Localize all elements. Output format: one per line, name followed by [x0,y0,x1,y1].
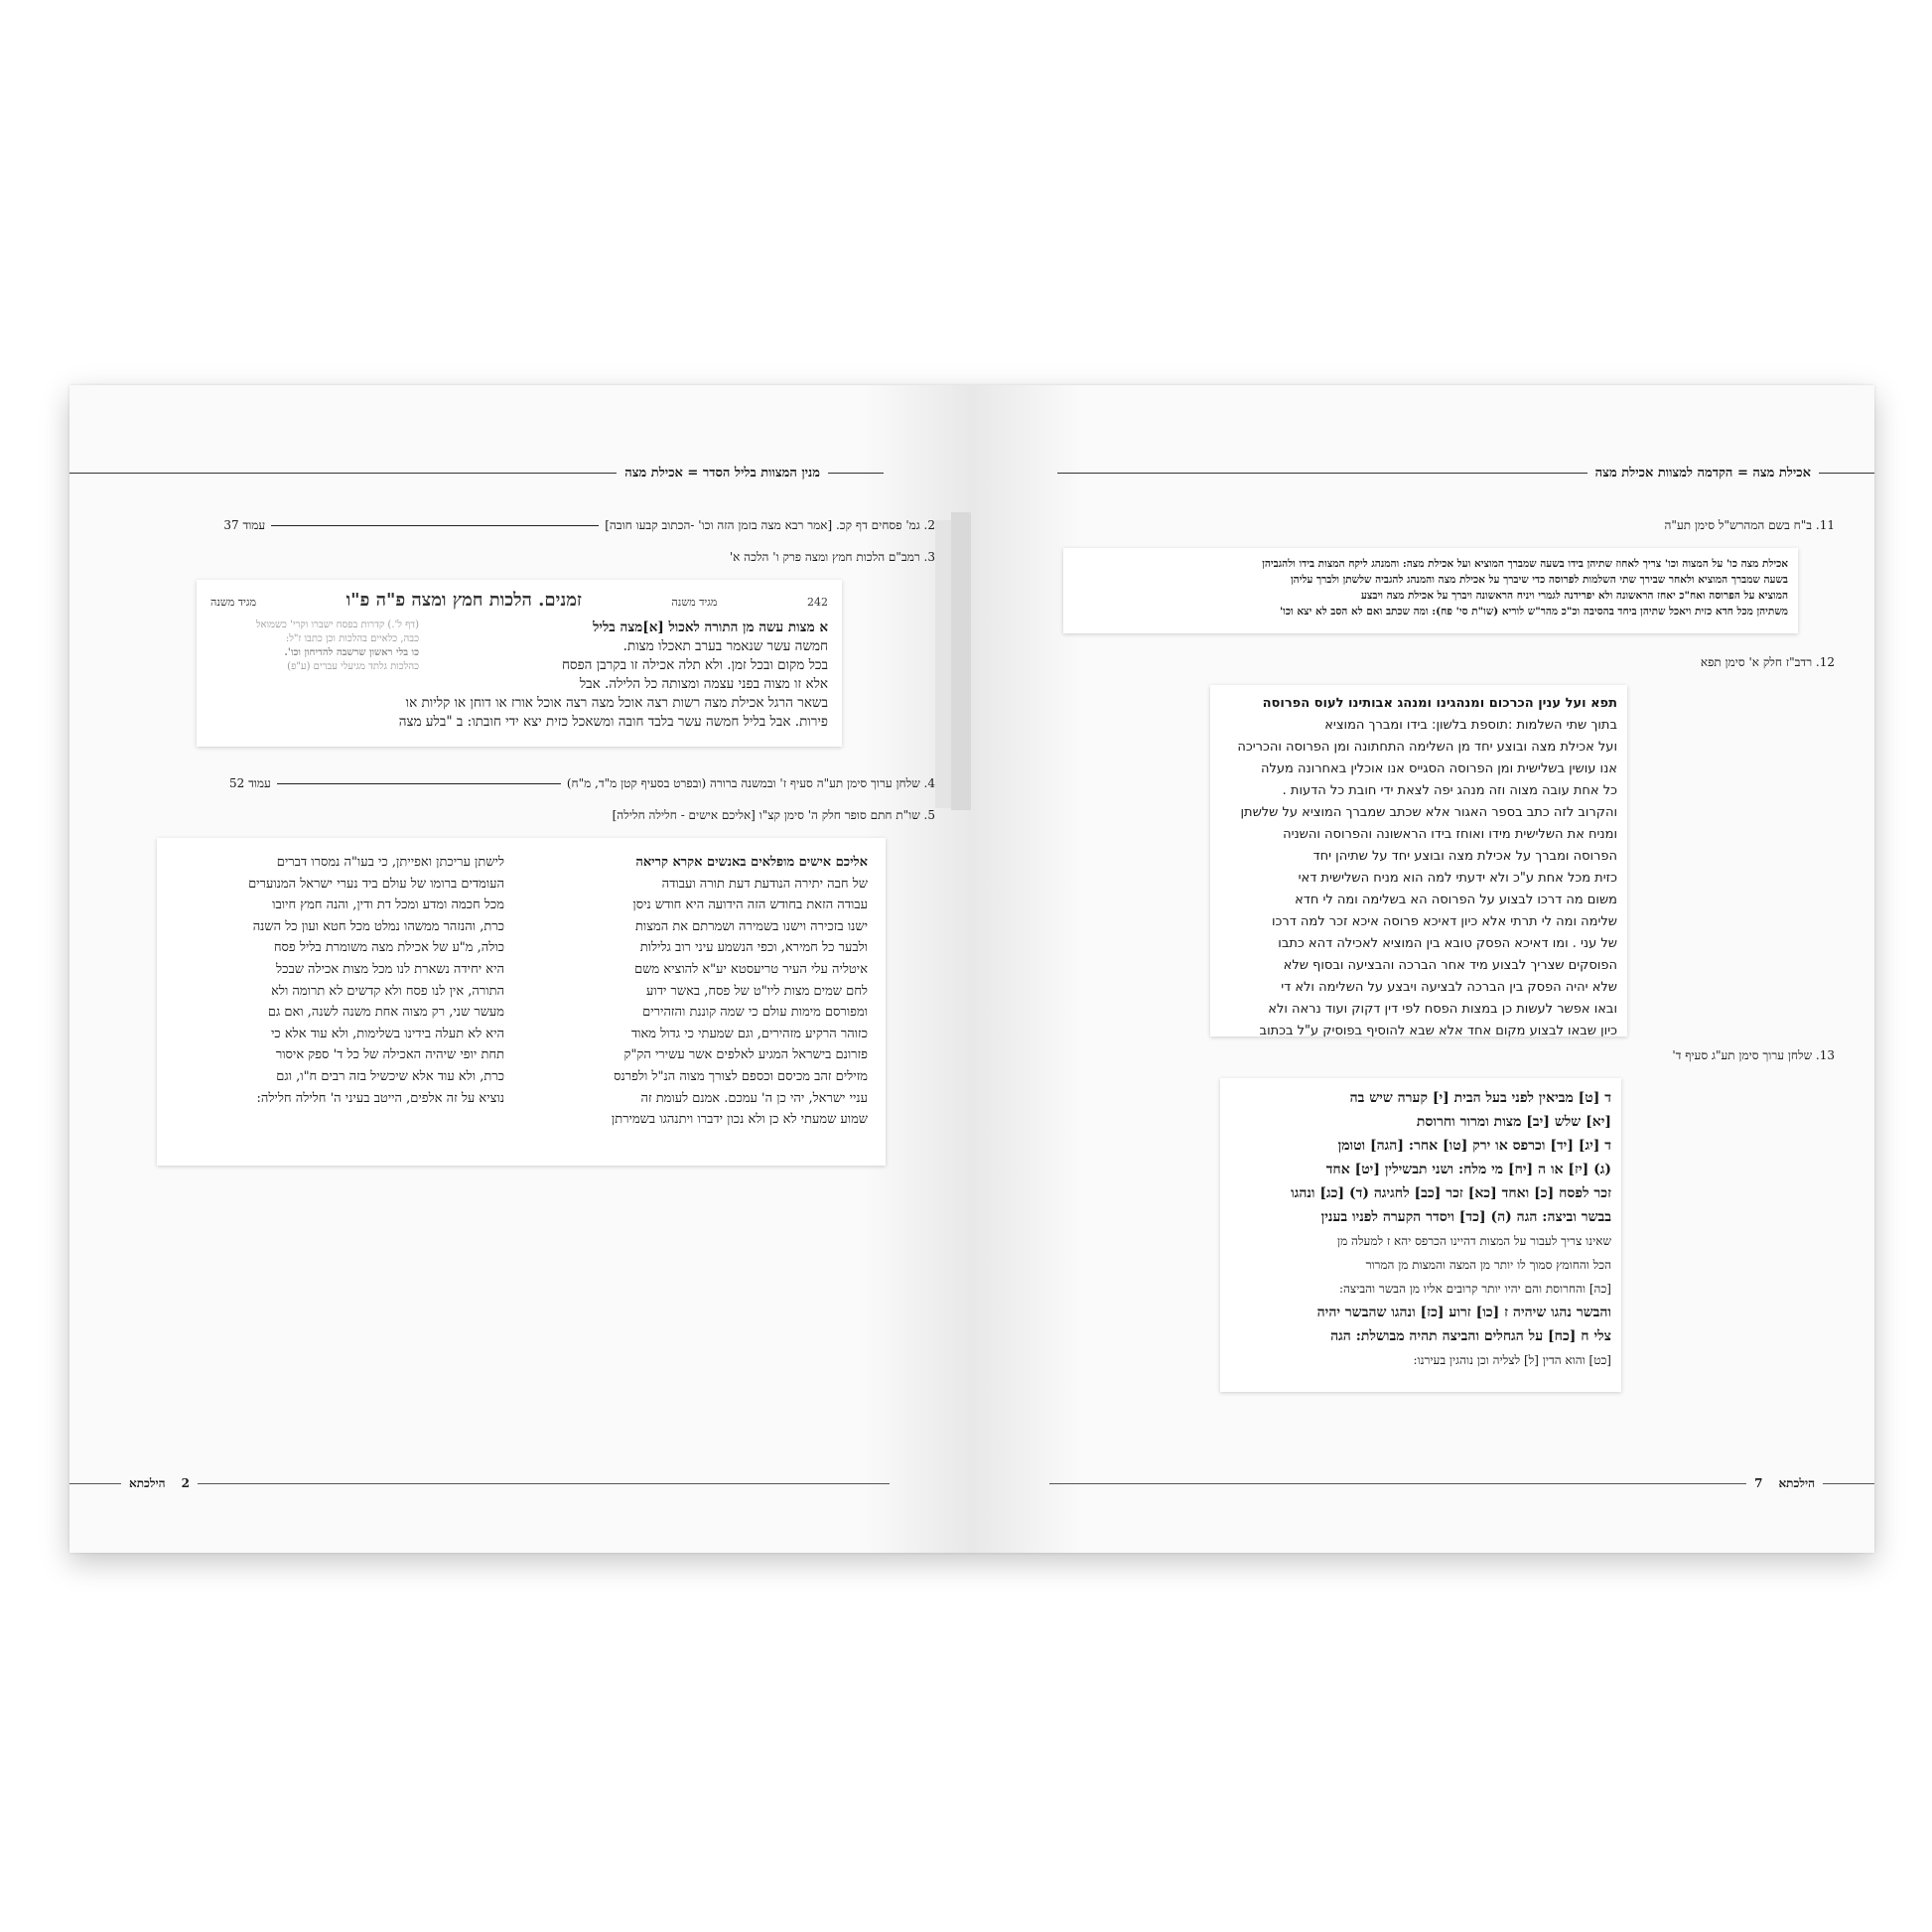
right-page [972,385,1874,1553]
page-ref: עמוד 37 [223,518,266,532]
rambam-line: בכל מקום ובכל זמן. ולא תלה אכילה זו בקרבן הפסח [561,657,828,673]
footnote-text: 2. גמ' פסחים דף קכ. [אמר רבא מצה בזמן הזה וכו' -הכתוב קבעו חובה] [605,518,935,532]
radbaz-line: כיון שבאו לבצוע מקום אחד אלא שבא להוסיף בפוסיק ע"ל בכתוב [1259,1024,1617,1036]
rambam-line: א מצות עשה מן התורה לאכול [א]מצה בליל [593,620,828,635]
chatam-line: ומפורסם מימות עולם כי שמה קוננת והזהירים [642,1005,868,1021]
chatam-sofer-excerpt [157,838,886,1166]
radbaz-line: של עני . ומו דאיכא הפסק טובא בין המוציא לאכילה דהא כתבו [1278,936,1617,951]
radbaz-line: שלימה ומה לי תרתי אלא כיון דאיכא פרוסה איכא זכר למה דרכו [1271,914,1617,929]
logo-text: הילכתא [129,1475,166,1490]
page-ref: עמוד 52 [228,776,271,790]
footnote-text: 5. שו"ת חתם סופר חלק ה' סימן קצ"ו [אליכם אישים - חלילה חלילה] [612,808,935,822]
footer-rule-short [1823,1483,1874,1484]
chatam-line: התורה, אין לנו פסח ולא קדשים לא תרומה ולא [271,983,504,999]
chatam-line: אליכם אישים מופלאים באנשים אקרא קריאה [635,855,868,870]
radbaz-line: הפוסקים שצריך לבצוע מיד אחר הברכה והבציעה ובסוף שלא [1283,958,1617,973]
chatam-line: כזוהר הרקיע מזהירים, וגם שמעתי כי גדול מאוד [630,1026,868,1041]
radbaz-line: אנו עושין בשלישית ומן הפרוסה הסגייס אנו אוכלין באחרונה מעלה [1260,761,1617,776]
rambam-main-text [433,619,828,694]
radbaz-line: שלא יהיה הפסק בין הברכה לבציעה ויבצע על השלימה ולא די [1281,980,1617,995]
footer-rule-short [69,1483,121,1484]
footnote-text: 13. שלחן ערוך סימן תע"ג סעיף ד' [1672,1048,1835,1062]
rambam-label: מגיד משנה [210,596,257,609]
chatam-line: עבודה הזאת בחודש הזה הידועה היא חודש ניסן [632,897,868,913]
radbaz-line: כזית מכל אחת ע"כ ולא ידעתי למה הוא מניח השלישית דאי [1298,871,1617,886]
bach-line: המוציא על הפרוסה ואח"כ יאחז הראשונה ולא יפרידנה לגמרי ויניח הראשונה ויברך על אכילת מצה ויבצע [1360,590,1788,602]
rambam-line: בשאר הרגל אכילת מצה רשות רצה אוכל מצה רצה אוכל אורז או דוחן או קליות או [405,695,828,711]
chatam-line: כרת, ולא עוד אלא שיכשיל בזה רבים ח"ו, וגם [276,1068,504,1084]
radbaz-line: הפרוסה ומברך על אכילת מצה ובוצע יחד על שתיהן יחד [1312,849,1617,864]
chatam-line: שמוע שמעתי לא כן ולא נכון ידברו ויתנהגו בשמירתן [611,1112,868,1128]
radbaz-line: כל אחת עובה מצוה וזה מנהג יפה לצאת ידי חובת כל הדעות . [1282,783,1617,798]
chatam-line: היא יחידה נשארת לנו מכל מצות אכילה שבכל [276,961,504,977]
chatam-line: פזרונם בישראל המגיע לאלפים אשר עשירי הק"ק [623,1047,868,1063]
shulchan-line: והבשר נהגו שיהיה ז [כו] זרוע [כז] ונהגו שהבשר יהיה [1316,1305,1611,1320]
footnote-text: 11. ב"ח בשם המהרש"ל סימן תע"ה [1664,518,1835,532]
chatam-line: מכל חכמה ומדע ומכל דת ודין, והנה חמץ חיובו [272,897,504,913]
rambam-title: זמנים. הלכות חמץ ומצה פ"ה פ"ו [345,590,582,611]
radbaz-line: ובאו אפשר לעשות כן במצות הפסח לפי דין דקוק ועוד נראה ולא [1268,1002,1617,1017]
left-page-number: 2 [181,1476,190,1490]
footnote-2 [201,518,935,533]
rambam-full-lines [210,694,828,732]
shulchan-line: זכר לפסח [כ] ואחד [כא] זכר [כב] לחגיגה (ד) [כג] ונהגו [1291,1185,1611,1201]
rambam-side-commentary [210,619,419,694]
side-line: (דף ל'.) קדרות בפסח ישברו וקרי' כשמואל [255,620,419,630]
chatam-line: תחת יופי שיהיה האכילה של כל ד' ספק איסור [275,1047,504,1063]
right-page-number: 7 [1754,1476,1763,1490]
rambam-line: אלא זו מצוה בפני עצמה ומצותה כל הלילה. אבל [579,676,828,692]
footnote-3 [730,550,935,565]
header-rule-short [828,473,884,474]
left-header-title: מנין המצוות בליל הסדר = אכילת מצה [624,466,820,481]
chatam-line: נוציא על זה אלפים, הייטב בעיני ה' חלילה חלילה: [256,1090,504,1106]
radbaz-line: בתוך שתי השלמות :תוספת בלשון: בידו ומברך המוציא [1324,718,1617,733]
chatam-line: לחם שמים מצות ליו"ט של פסח, באשר ידוע [646,983,868,999]
chatam-line: מעשר שני, רק מצוה אחת משנה לשנה, ואם גם [267,1005,504,1021]
chatam-line: ולבער כל חמירא, וכפי הנשמע עיני רוב גלילות [639,940,868,956]
fill-blank [277,783,561,784]
chatam-column-left [175,852,504,1152]
left-page-header [69,461,884,484]
chatam-line: העומדים ברומו של עולם ביד נערי ישראל המנוערים [248,876,504,892]
side-line: כו בלי ראשון שרשבה להדיחון וכו'. [284,647,419,658]
footnote-4 [201,776,935,791]
left-page [69,385,972,1553]
fill-blank [271,525,599,526]
footnote-text: 12. רדב"ז חלק א' סימן תפא [1700,655,1835,669]
book-spread [69,385,1874,1553]
logo-text: הילכתא [1778,1475,1815,1490]
shulchan-aruch-excerpt [1220,1078,1621,1392]
chatam-line: ישנו בזכירה וישנו בשמירה ושמרתם את המצות [634,918,868,934]
right-page-header [1057,461,1874,484]
chatam-line: היא לא תעלה בידינו בשלימות, ולא עוד אלא כי [270,1026,504,1041]
rambam-top-line [210,590,828,611]
chatam-line: של חבה יתירה הנודעת דעת תורה ועבודה [661,876,868,892]
footnote-11 [1665,518,1835,533]
radbaz-line: ומניח את השלישית מידו ואוחז בידו הראשונה והפרוסה והשניה [1283,827,1617,842]
footer-rule [198,1483,890,1484]
radbaz-line: ועל אכילת מצה ובוצע יחד מן השלימה התחתונה ומן הפרוסה והכריכה [1237,740,1617,755]
rambam-line: פירות. אבל בליל חמשה עשר בלבד חובה ומשאכל כזית יצא ידי חובתו: ב "בלע מצה [398,714,828,730]
chatam-column-right [538,852,868,1152]
chatam-line: עניי ישראל, יהי כן ה' עמכם. אמנם לעומת זה [640,1090,868,1106]
radbaz-excerpt [1210,685,1627,1036]
header-rule-short [1819,473,1874,474]
shulchan-line: [כט] והוא הדין [ל] לצליה וכן נוהגין בעירנו: [1413,1353,1611,1367]
left-page-footer [69,1473,890,1493]
rambam-label: מגיד משנה [671,596,718,609]
shulchan-line: ד [ט] מביאין לפני בעל הבית [י] קערה שיש בה [1349,1090,1611,1106]
shulchan-line: ד [יג] [יד] וכרפס או ירק [טו] אחר: [הגה] וטומן [1337,1138,1611,1154]
shulchan-line: שאינו צריך לעבור על המצות דהיינו הכרפס יהא ז למעלה מן [1337,1234,1611,1248]
footnote-13 [1672,1048,1835,1063]
bach-line: בשעה שמברך המוציא ולאחר שבירך שתי השלמות לפרוסה כדי שיברך על אכילת מצה והמנהג להגביה שלשתן ולברך עליהן [1290,574,1788,586]
radbaz-line: והקרוב לזה כתב בספר האגור אלא שכתב שמברך המוציא על שלשתן [1240,805,1617,820]
shulchan-line: בבשר וביצה: הגה (ה) [כד] ויסדר הקערה לפניו בענין [1320,1209,1611,1225]
radbaz-line: משום מה דרכו לבצוע על הפרוסה הא בשלימה ומה לי חדא [1295,893,1617,907]
side-line: כבה, כלאיים בהלכות וכן כתבו ז"ל: [285,633,419,644]
shulchan-line: הכל והחומץ סמוך לו יותר מן המצה והמצות מן המרור [1365,1258,1611,1272]
chatam-line: כולה, מ"ע של אכילת מצה משומרת בליל פסח [273,940,504,956]
footnote-text: 4. שלחן ערוך סימן תע"ה סעיף ז' ובמשנה ברורה (ובפרט בסעיף קטן מ"ד, מ"ח) [566,776,935,790]
spine-tab [951,512,971,810]
bach-excerpt [1063,548,1798,633]
footnote-text: 3. רמב"ם הלכות חמץ ומצה פרק ו' הלכה א' [729,550,935,564]
bach-line: משתיהן מכל חדא כזית ויאכל שתיהן ביחד בהסיבה וכ"כ מהר"ש לוריא (שו"ת סי' פח): ומה שכתב ואם לא הסב לא יצא וכו' [1279,606,1788,618]
footer-rule [1049,1483,1746,1484]
shulchan-line: צלי ח [כח] על הגחלים והביצה תהיה מבושלת: הגה [1330,1328,1611,1344]
rambam-excerpt [197,580,842,747]
rambam-body [210,619,828,694]
footnote-12 [1701,655,1835,670]
right-header-title: אכילת מצה = הקדמה למצוות אכילת מצה [1594,466,1811,481]
shulchan-line: [יא] שלש [יב] מצות ומרור וחרוסת [1416,1114,1611,1130]
bach-line: אכילת מצה כו' על המצוה וכו' צריך לאחוז שתיהן בידו בשעה שמברך המוציא ועל אכילת מצה: והמנהג ליקח המצות בידו ולהגביהן [1262,558,1788,570]
spine-tab [935,520,951,808]
footnote-5 [613,808,935,823]
side-line: כהלכות גלתד מגיעלי עברים (ע"פ) [287,661,419,672]
chatam-line: מזילים זהב מכיסם וכספם לצורך מצוה הנ"ל ולפרנס [614,1068,868,1084]
chatam-line: לישתן עריכתן ואפייתן, כי בעו"ה נמסרו דברים [276,855,504,870]
header-rule [1057,473,1587,474]
chatam-line: כרת, והנזהר ממשהו נמלט מכל חטא ועון כל השנה [252,918,504,934]
chatam-line: איטליה עלי העיר טריעסטא יע"א להוציא משם [634,961,868,977]
rambam-page-number: 242 [807,596,828,609]
shulchan-line: [כה] והחרוסת והם יהיו יותר קרובים אליו מן הבשר והביצה: [1338,1282,1611,1296]
rambam-line: חמשה עשר שנאמר בערב תאכלו מצות. [622,638,828,654]
header-rule [69,473,617,474]
right-page-footer [1049,1473,1874,1493]
radbaz-line: תפא ועל ענין הכרכום ומנהגינו ומנהג אבותינו לעוס הפרוסה [1262,696,1617,711]
shulchan-line: (ג) [יז] או ה [יח] מי מלח: ושני תבשילין [יט] אחד [1325,1162,1611,1177]
